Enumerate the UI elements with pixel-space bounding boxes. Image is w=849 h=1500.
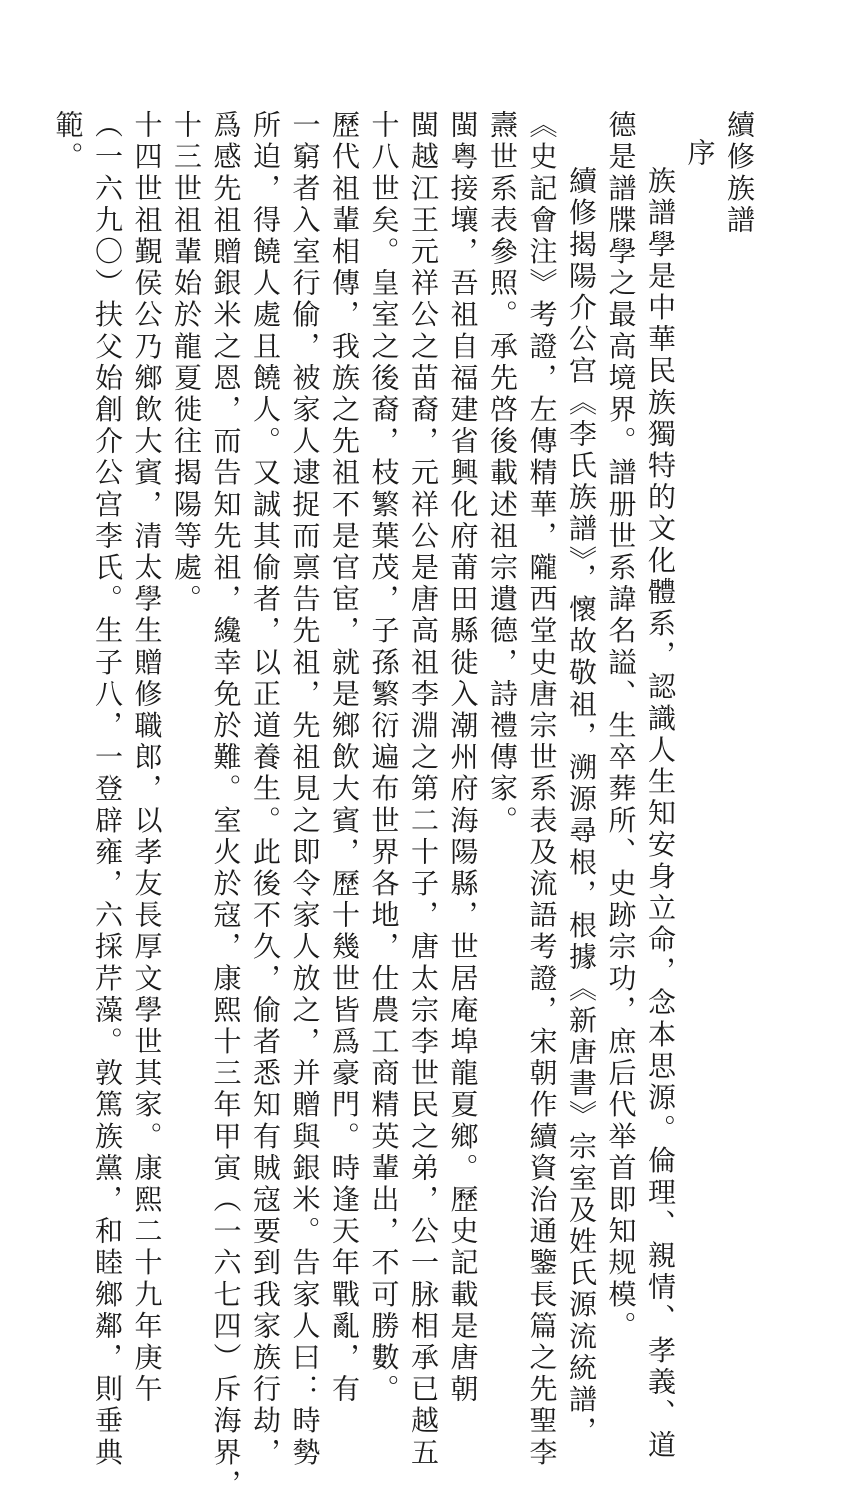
text-column: 一窮者入室行偷，被家人逮捉而禀告先祖，先祖見之即令家人放之，并贈與銀米。告家人曰：時勢 bbox=[288, 110, 322, 1469]
text-column: 《史記會注》考證，左傳精華，隴西堂史唐宗世系表及流語考證，宋朝作續資治通鑒長篇之先聖李 bbox=[525, 110, 559, 1469]
text-column: 爲感先祖贈銀米之恩，而告知先祖，纔幸免於難。室火於寇，康熙十三年甲寅（一六七四）斥海界， bbox=[209, 110, 243, 1500]
text-column: 歷代祖輩相傳，我族之先祖不是官宦，就是鄉飲大賓，歷十幾世皆爲豪門。時逢天年戰亂，有 bbox=[328, 110, 361, 1406]
text-column: 續修揭陽介公宫《李氏族譜》，懷故敬祖，溯源尋根，根據《新唐書》宗室及姓氏源流統譜， bbox=[565, 166, 598, 1448]
text-column: 閩越江王元祥公之苗裔，元祥公是唐高祖李淵之第二十子，唐太宗李世民之弟，公一脉相承已越五 bbox=[407, 110, 440, 1469]
text-column: 所迫，得饒人處且饒人。又誠其偷者，以正道養生。此後不久，偷者悉知有賊寇要到我家族行劫， bbox=[249, 110, 282, 1469]
text-column: 閩粤接壤，吾祖自福建省興化府莆田縣徙入潮州府海陽縣，世居庵埠龍夏鄉。歷史記載是唐朝 bbox=[446, 110, 480, 1406]
text-column: 十三世祖輩始於龍夏徙往揭陽等處。 bbox=[170, 110, 203, 616]
text-column: 燾世系表參照。承先啓後載述祖宗遺德，詩禮傳家。 bbox=[486, 110, 519, 837]
text-column: 範。 bbox=[51, 110, 85, 174]
text-column: 德是譜牒學之最高境界。譜册世系諱名謚、生卒葬所、史跡宗功，庶后代举首即知规模。 bbox=[604, 110, 638, 1343]
text-column: 族譜學是中華民族獨特的文化體系，認識人生知安身立命，念本思源。倫理、親情、孝義、道 bbox=[644, 166, 677, 1462]
vertical-text-block bbox=[51, 110, 759, 1500]
section-heading: 序 bbox=[683, 138, 717, 170]
text-column: 十四世祖覲侯公乃鄉飲大賓，清太學生贈修職郎，以孝友長厚文學世其家。康熙二十九年庚午 bbox=[130, 110, 164, 1406]
text-column: 十八世矣。皇室之後裔，枝繁葉茂，子孫繁衍遍布世界各地，仕農工商精英輩出，不可勝數。 bbox=[367, 110, 401, 1406]
document-title: 續修族譜 bbox=[723, 110, 756, 237]
text-column: （一六九〇）扶父始創介公宫李氏。生子八，一登辟雍，六採芹藻。敦篤族黨，和睦鄉鄰，則垂典 bbox=[91, 110, 124, 1469]
